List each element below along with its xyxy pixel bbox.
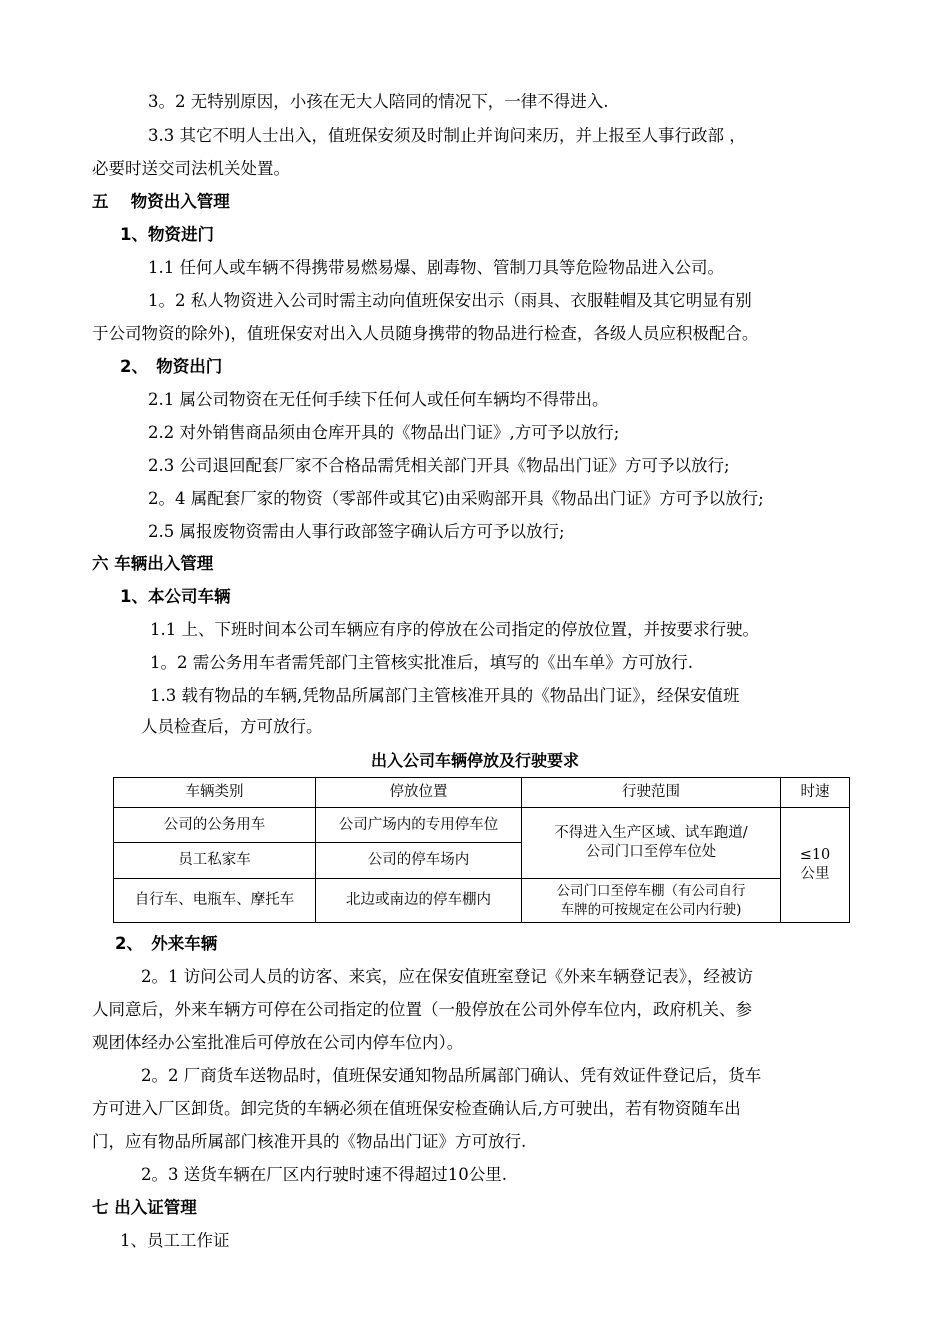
speed-value: ≤10 — [799, 847, 831, 863]
para-2-2: 2.2 对外销售商品须由仓库开具的《物品出门证》,方可予以放行; — [148, 423, 620, 442]
cell-driving-range-shared — [522, 808, 781, 879]
table-row — [114, 808, 850, 843]
para-e-2-2: 2。2 厂商货车送物品时，值班保安通知物品所属部门确认、凭有效证件登记后，货车 — [141, 1066, 762, 1085]
range-shared-line-2: 公司门口至停车位处 — [585, 844, 717, 860]
para-2-1: 2.1 属公司物资在无任何手续下任何人或任何车辆均不得带出。 — [148, 390, 609, 409]
header-speed: 时速 — [781, 778, 850, 808]
range-shared-line-1: 不得进入生产区域、试车跑道/ — [554, 825, 748, 841]
cell-parking-location: 公司广场内的专用停车位 — [316, 808, 522, 843]
cell-vehicle-type: 员工私家车 — [114, 843, 316, 879]
para-e-2-1: 2。1 访问公司人员的访客、来宾，应在保安值班室登记《外来车辆登记表》，经被访 — [141, 967, 753, 986]
range-bike-line-2: 车牌的可按规定在公司内行驶) — [560, 901, 742, 918]
para-e-2-1-cont-1: 人同意后，外来车辆方可停在公司指定的位置（一般停放在公司外停车位内，政府机关、参 — [92, 1000, 752, 1019]
para-2-5: 2.5 属报废物资需由人事行政部签字确认后方可予以放行; — [148, 522, 565, 541]
table-title: 出入公司车辆停放及行驶要求 — [370, 751, 579, 770]
para-2-3: 2.3 公司退回配套厂家不合格品需凭相关部门开具《物品出门证》方可予以放行; — [148, 456, 730, 475]
subsection-external-vehicles: 2、 外来车辆 — [115, 934, 218, 953]
para-1-2: 1。2 私人物资进入公司时需主动向值班保安出示（雨具、衣服鞋帽及其它明显有别 — [148, 291, 752, 310]
cell-vehicle-type: 公司的公务用车 — [114, 808, 316, 843]
cell-speed — [781, 808, 850, 923]
para-2-4: 2。4 属配套厂家的物资（零部件或其它)由采购部开具《物品出门证》方可予以放行; — [148, 489, 764, 508]
header-parking-location: 停放位置 — [316, 778, 522, 808]
subsection-employee-badge: 1、员工工作证 — [120, 1231, 230, 1250]
table-row — [114, 879, 850, 923]
para-v-1-3-cont: 人员检查后，方可放行。 — [141, 717, 323, 736]
cell-vehicle-type: 自行车、电瓶车、摩托车 — [114, 879, 316, 923]
section-5-heading: 五 物资出入管理 — [92, 192, 230, 211]
para-e-2-1-cont-2: 观团体经办公室批准后可停放在公司内停车位内）。 — [92, 1033, 464, 1052]
cell-driving-range-bike — [522, 879, 781, 923]
speed-unit: 公里 — [800, 866, 830, 882]
para-3-3-cont: 必要时送交司法机关处置。 — [92, 159, 290, 178]
para-e-2-2-cont-2: 门，应有物品所属部门核准开具的《物品出门证》方可放行. — [92, 1132, 527, 1151]
para-1-1: 1.1 任何人或车辆不得携带易燃易爆、剧毒物、管制刀具等危险物品进入公司。 — [148, 258, 724, 277]
header-vehicle-type: 车辆类别 — [114, 778, 316, 808]
section-6-heading: 六 车辆出入管理 — [92, 554, 214, 573]
range-bike-line-1: 公司门口至停车棚（有公司自行 — [556, 882, 746, 899]
para-v-1-3: 1.3 载有物品的车辆,凭物品所属部门主管核准开具的《物品出门证》，经保安值班 — [150, 686, 740, 705]
subsection-company-vehicles: 1、本公司车辆 — [120, 587, 231, 606]
para-3-3: 3.3 其它不明人士出入，值班保安须及时制止并询问来历，并上报至人事行政部 ， — [148, 126, 746, 145]
vehicle-table — [113, 777, 850, 923]
para-3-2: 3。2 无特别原因，小孩在无大人陪同的情况下，一律不得进入. — [148, 92, 609, 111]
header-driving-range: 行驶范围 — [522, 778, 781, 808]
subsection-materials-out: 2、 物资出门 — [120, 357, 223, 376]
para-v-1-1: 1.1 上、下班时间本公司车辆应有序的停放在公司指定的停放位置，并按要求行驶。 — [150, 620, 759, 639]
para-v-1-2: 1。2 需公务用车者需凭部门主管核实批准后，填写的《出车单》方可放行. — [150, 653, 693, 672]
para-e-2-3: 2。3 送货车辆在厂区内行驶时速不得超过10公里. — [141, 1165, 507, 1184]
table-header-row — [114, 778, 850, 808]
section-7-heading: 七 出入证管理 — [92, 1198, 197, 1217]
para-e-2-2-cont-1: 方可进入厂区卸货。卸完货的车辆必须在值班保安检查确认后,方可驶出，若有物资随车出 — [92, 1099, 741, 1118]
cell-parking-location: 公司的停车场内 — [316, 843, 522, 879]
para-1-2-cont: 于公司物资的除外)，值班保安对出入人员随身携带的物品进行检查，各级人员应积极配合。 — [92, 324, 759, 343]
subsection-materials-in: 1、物资进门 — [120, 225, 214, 244]
cell-parking-location: 北边或南边的停车棚内 — [316, 879, 522, 923]
